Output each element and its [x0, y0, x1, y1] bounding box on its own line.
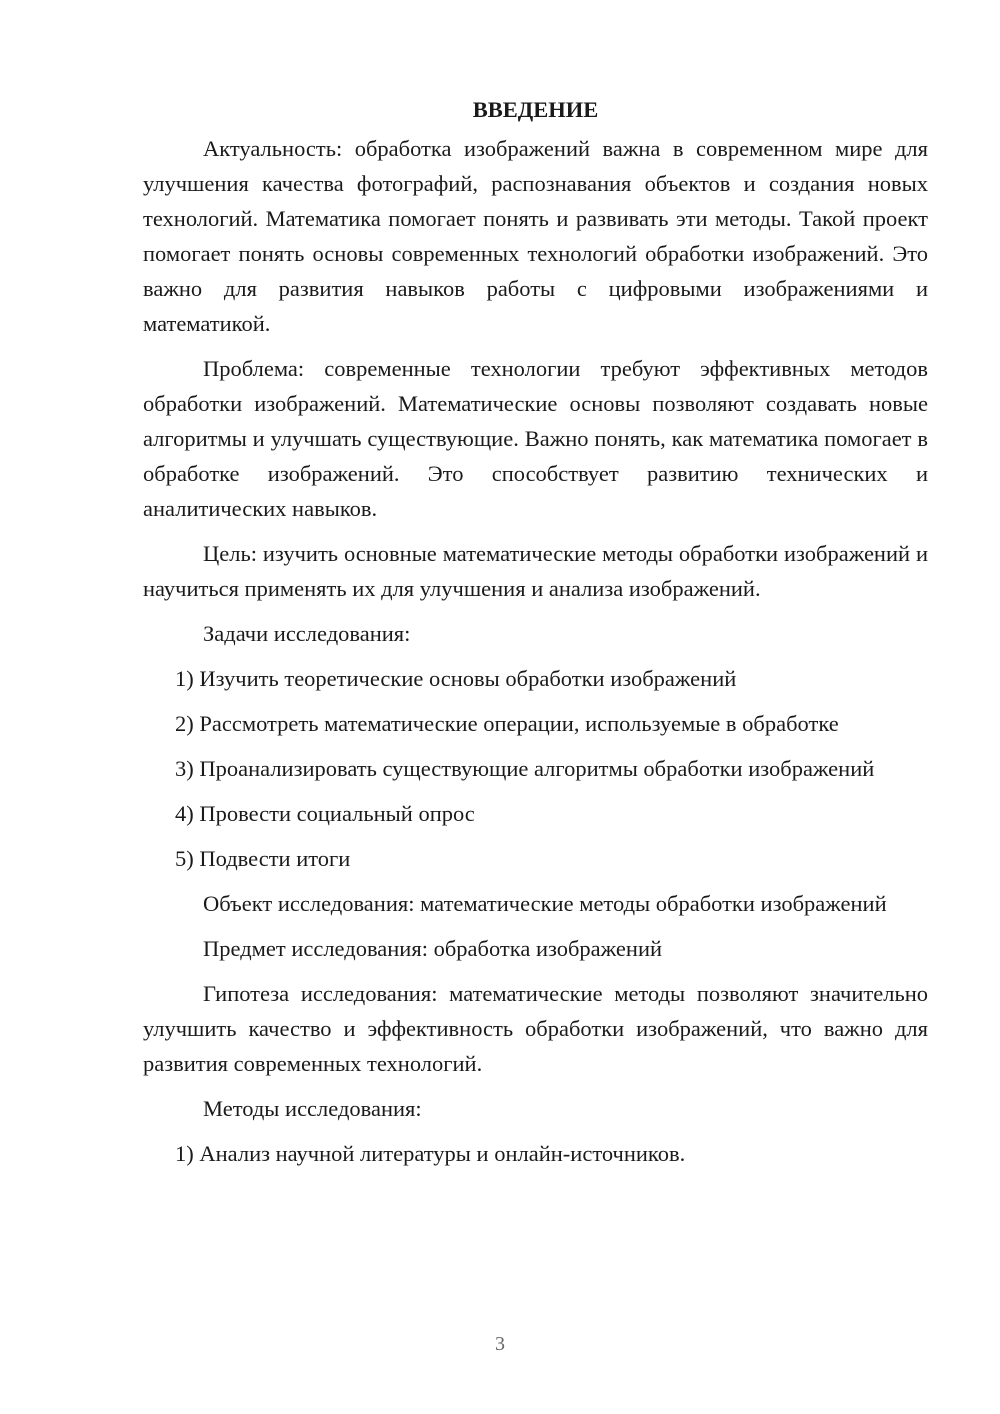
paragraph-problem: Проблема: современные технологии требуют эффективных методов обработки изображений. Математические основы позволяют создавать новые алгоритмы и улучшать существующие. Важно понять, как математика помогает в обработке изображений. Это способствует развитию технических и аналитических навыков.: [143, 356, 928, 521]
page-number: 3: [495, 1333, 505, 1355]
paragraph-object: Объект исследования: математические методы обработки изображений: [203, 891, 887, 916]
task-item-2: 2) Рассмотреть математические операции, используемые в обработке: [175, 711, 839, 736]
paragraph-hypothesis: Гипотеза исследования: математические методы позволяют значительно улучшить качество и эффективность обработки изображений, что важно для развития современных технологий.: [143, 981, 928, 1076]
section-title: ВВЕДЕНИЕ: [472, 97, 599, 122]
paragraph-subject: Предмет исследования: обработка изображений: [203, 936, 663, 961]
page-content: [143, 92, 928, 1181]
task-item-4: 4) Провести социальный опрос: [175, 801, 475, 826]
task-item-5: 5) Подвести итоги: [175, 846, 351, 871]
method-item-1: 1) Анализ научной литературы и онлайн-источников.: [175, 1141, 686, 1166]
paragraph-relevance: Актуальность: обработка изображений важна в современном мире для улучшения качества фотографий, распознавания объектов и создания новых технологий. Математика помогает понять и развивать эти методы. Такой проект помогает понять основы современных технологий обработки изображений. Это важно для развития навыков работы с цифровыми изображениями и математикой.: [143, 136, 928, 336]
task-item-3: 3) Проанализировать существующие алгоритмы обработки изображений: [175, 756, 875, 781]
task-item-1: 1) Изучить теоретические основы обработки изображений: [175, 666, 737, 691]
tasks-heading: Задачи исследования:: [203, 621, 411, 646]
methods-heading: Методы исследования:: [203, 1096, 422, 1121]
paragraph-goal: Цель: изучить основные математические методы обработки изображений и научиться применять их для улучшения и анализа изображений.: [143, 541, 928, 601]
